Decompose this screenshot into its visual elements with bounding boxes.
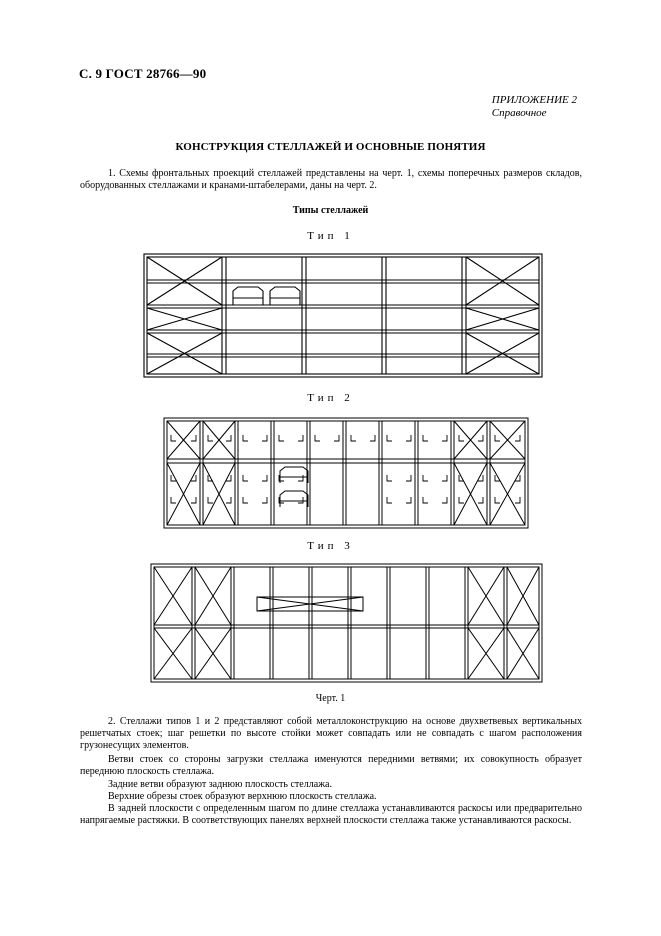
page-header: С. 9 ГОСТ 28766—90: [79, 66, 207, 81]
type1-rack-diagram: [143, 253, 543, 378]
body-paragraph-2: Ветви стоек со стороны загрузки стеллажа именуются передними ветвями; их совокупность образует переднюю плоскость стеллажа.: [80, 754, 582, 777]
type3-rack-diagram: [150, 563, 543, 683]
body-paragraph-4: Верхние обрезы стоек образуют верхнюю плоскость стеллажа.: [108, 791, 377, 802]
intro-paragraph: 1. Схемы фронтальных проекций стеллажей представлены на черт. 1, схемы поперечных размеров складов, оборудованных стеллажами и кранами-штабелерами, даны на черт. 2.: [80, 168, 582, 191]
type2-caption: Тип 2: [307, 392, 354, 404]
appendix-status: Справочное: [491, 107, 547, 119]
drawing-label: Черт. 1: [315, 693, 346, 704]
body-paragraph-1: 2. Стеллажи типов 1 и 2 представляют собой металлоконструкцию на основе двухветвевых вертикальных решетчатых стоек; шаг решетки по высоте стойки может совпадать или не совпадать с шагом расположения грузонесущих элементов.: [80, 716, 582, 751]
section-title: КОНСТРУКЦИЯ СТЕЛЛАЖЕЙ И ОСНОВНЫЕ ПОНЯТИЯ: [175, 141, 486, 153]
appendix-label: ПРИЛОЖЕНИЕ 2: [491, 94, 577, 106]
type3-caption: Тип 3: [307, 540, 354, 552]
figure-subtitle: Типы стеллажей: [292, 205, 369, 216]
type2-rack-diagram: [163, 417, 529, 529]
type1-caption: Тип 1: [307, 230, 354, 242]
appendix-block: [492, 94, 577, 120]
body-paragraph-3: Задние ветви образуют заднюю плоскость стеллажа.: [108, 779, 332, 790]
body-paragraph-5: В задней плоскости с определенным шагом по длине стеллажа устанавливаются раскосы или предварительно напрягаемые растяжки. В соответствующих панелях верхней плоскости стеллажа также устанавливаются раскосы.: [80, 803, 582, 826]
